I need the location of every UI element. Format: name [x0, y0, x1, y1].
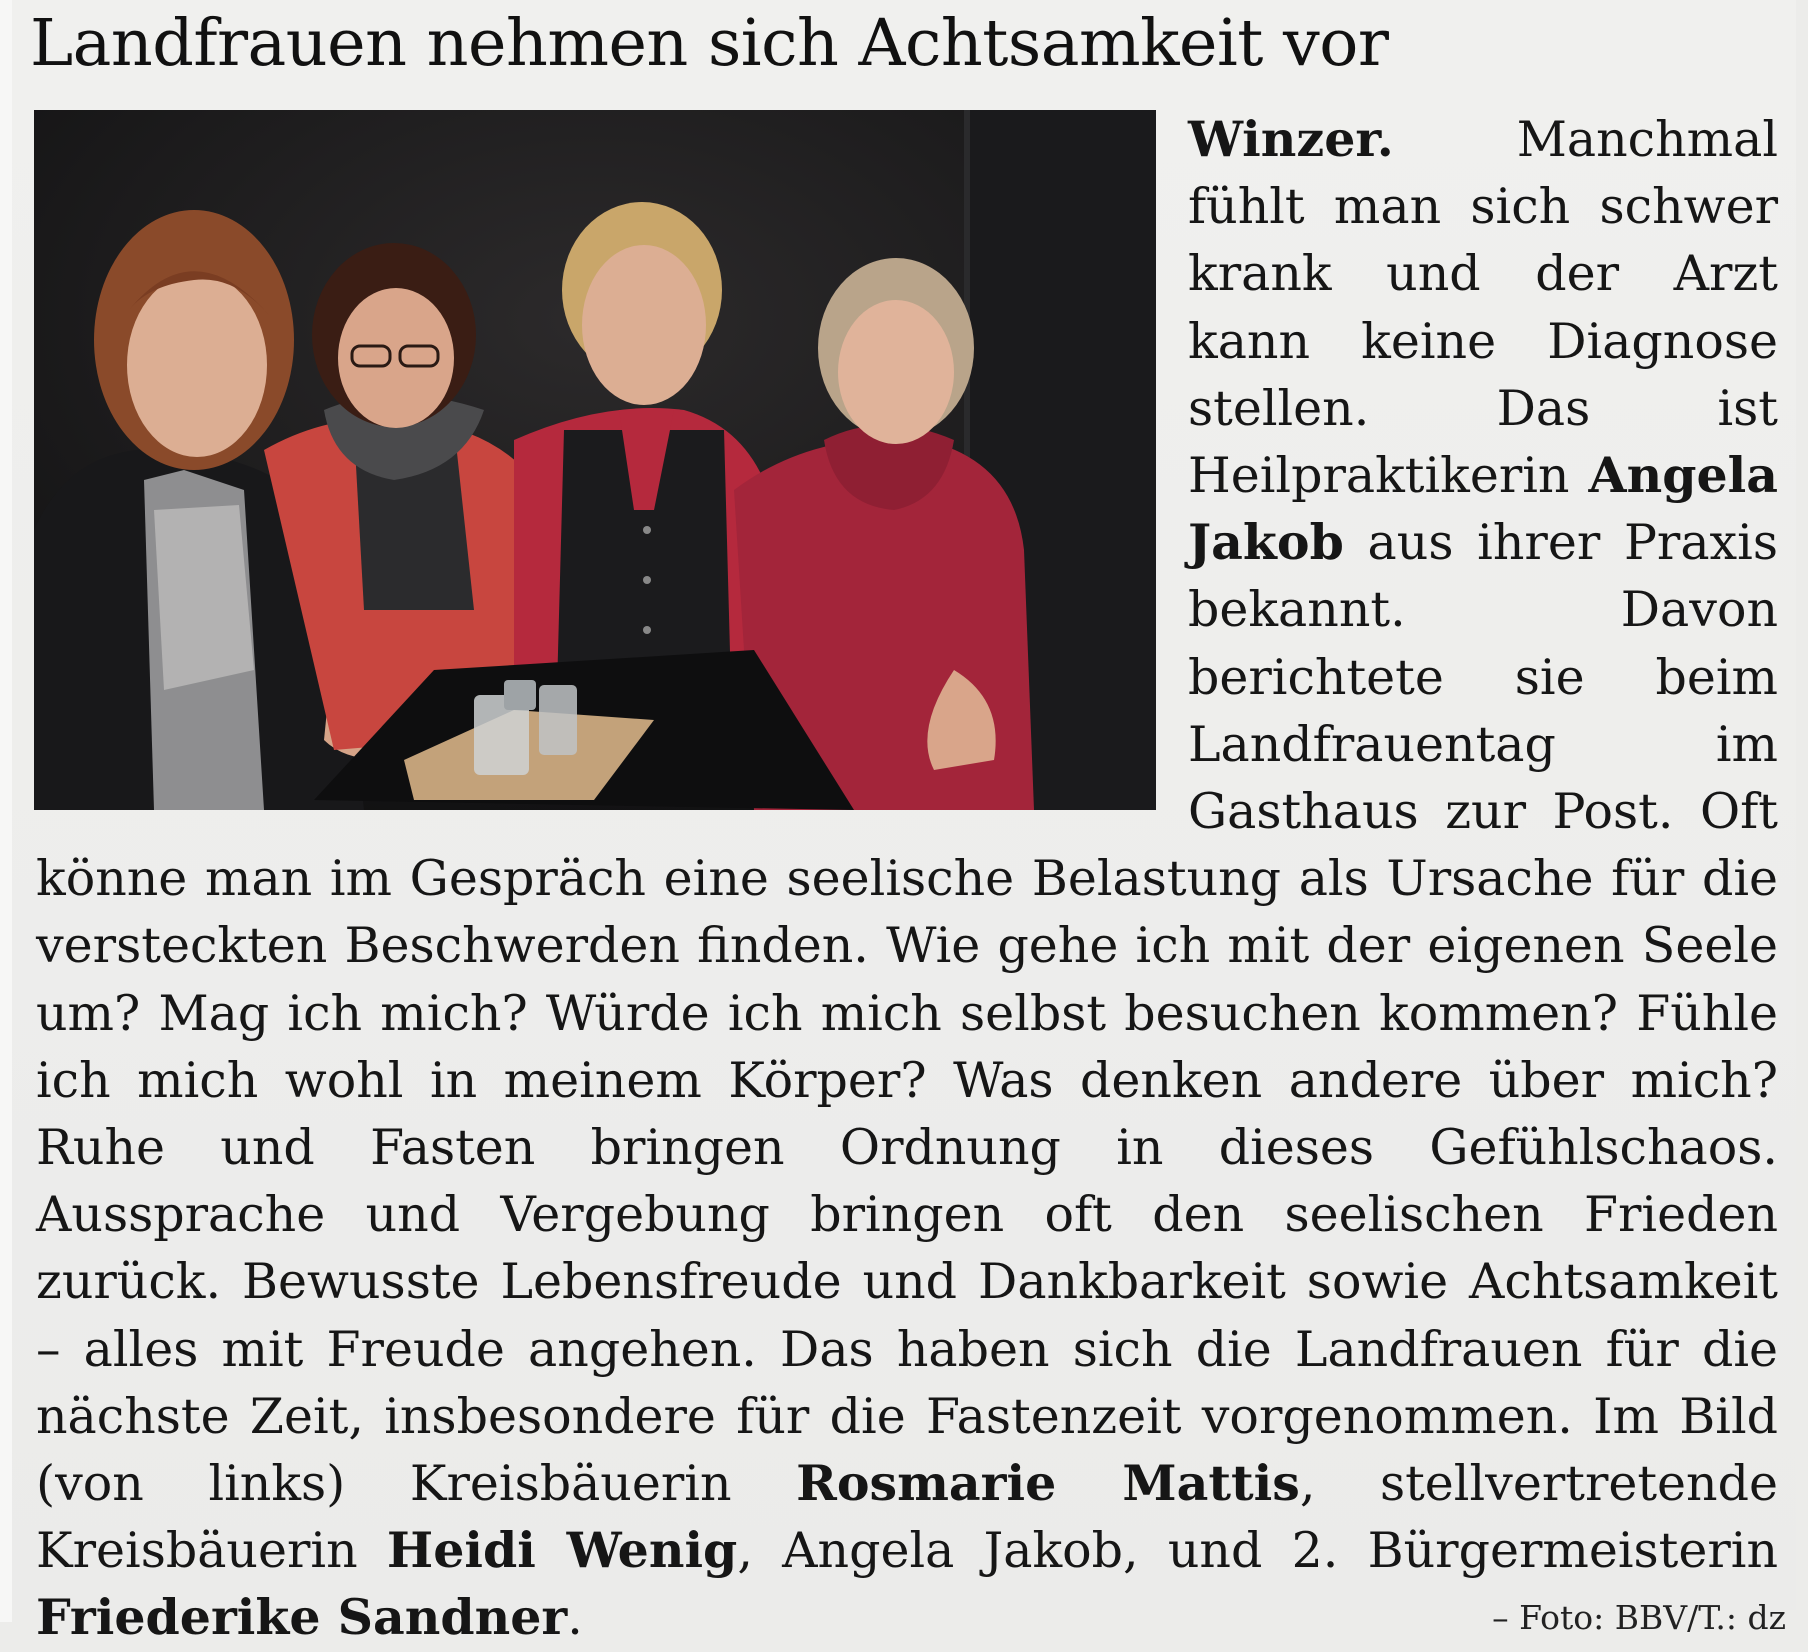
person-name-rosmarie-mattis: Rosmarie Mattis: [796, 1454, 1300, 1513]
person-name-heidi-wenig: Heidi Wenig: [386, 1521, 738, 1580]
scan-left-edge: [0, 0, 12, 1622]
article-body: [36, 106, 1786, 1652]
headline: Landfrauen nehmen sich Achtsamkeit vor: [30, 6, 1389, 81]
body-text-2: aus ihrer Praxis bekannt. Davon berichtete sie beim Landfrauentag im Gasthaus zur Post. Oft könne man im Gespräch eine seelische Belastung als Ursache für die versteckten Beschwerden finden. Wie gehe ich mit der eigenen Seele um? Mag ich mich? Würde ich mich selbst besuchen kommen? Fühle ich mich wohl in meinem Körper? Was denken andere über mich? Ruhe und Fasten bringen Ordnung in dieses Gefühlschaos. Aussprache und Vergebung bringen oft den seelischen Frieden zurück. Bewusste Lebensfreude und Dankbarkeit sowie Achtsamkeit – alles mit Freude angehen. Das haben sich die Landfrauen für die nächste Zeit, insbesondere für die Fastenzeit vorgenommen. Im Bild (von links) Kreisbäuerin: [36, 514, 1778, 1513]
photo-float-space: [36, 106, 1188, 818]
dateline: Winzer.: [1188, 110, 1394, 168]
body-text-1: Manchmal fühlt man sich schwer krank und der Arzt kann keine Diagnose stellen. Das ist Heilpraktikerin: [1188, 111, 1778, 505]
body-text-3: , stellvertretende Kreisbäuerin: [36, 1455, 1778, 1580]
person-name-friederike-sandner: Friederike Sandner: [36, 1588, 568, 1647]
photo-credit: – Foto: BBV/T.: dz: [1492, 1598, 1786, 1638]
body-text-5: .: [567, 1589, 583, 1647]
person-name-angela-jakob: Angela Jakob: [1188, 446, 1778, 572]
body-text-4: , Angela Jakob, und 2. Bürgermeisterin: [737, 1522, 1779, 1580]
